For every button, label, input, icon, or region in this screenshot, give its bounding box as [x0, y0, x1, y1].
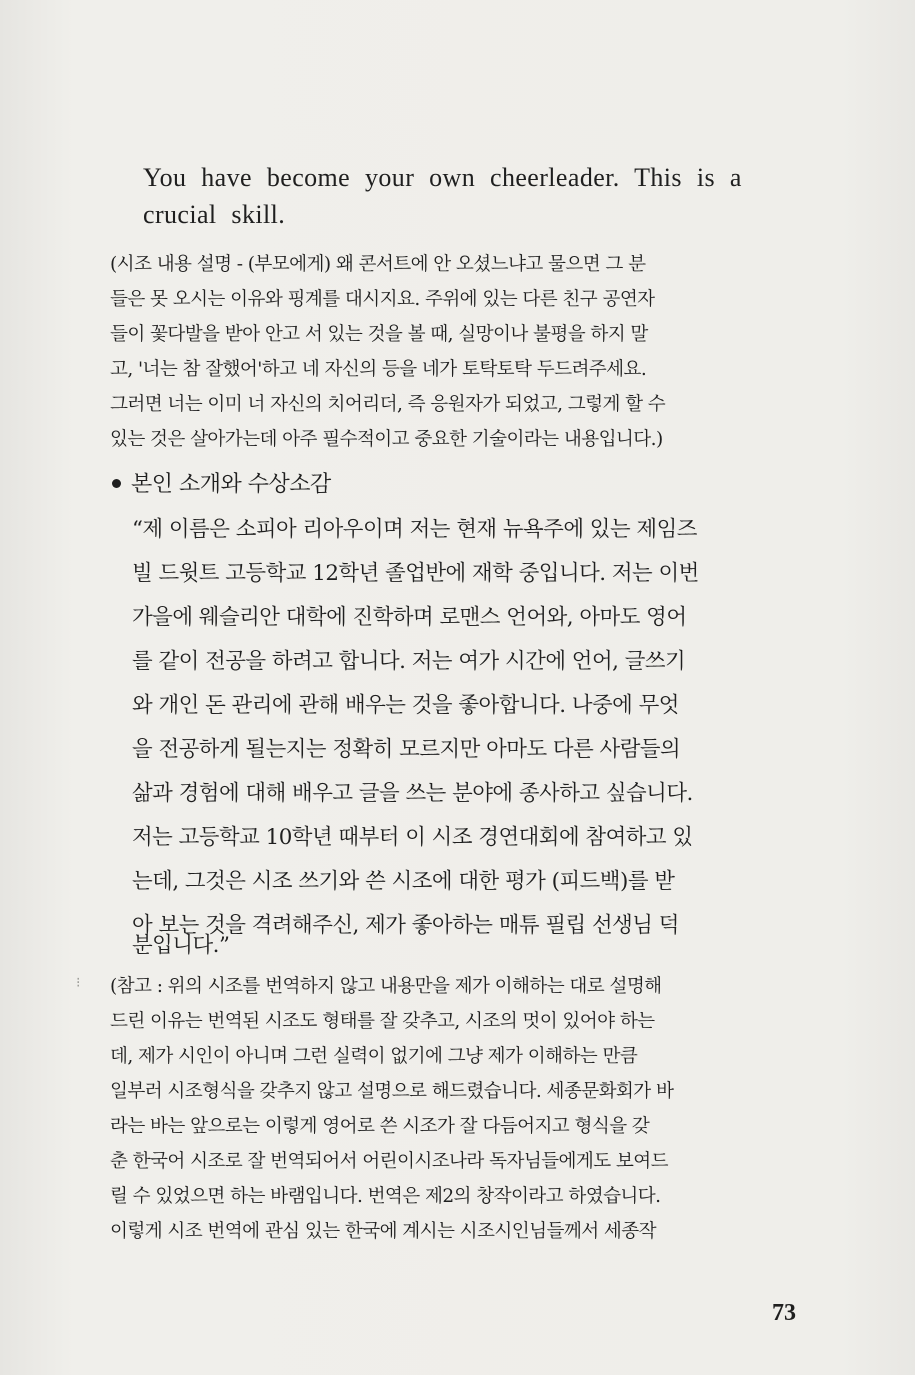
- introduction-line: 아 보는 것을 격려해주신, 제가 좋아하는 매튜 필립 선생님 덕: [132, 913, 679, 938]
- explanation-line: 고, '너는 참 잘했어'하고 네 자신의 등을 네가 토탁토탁 두드려주세요.: [110, 359, 647, 380]
- introduction-line: 는데, 그것은 시조 쓰기와 쓴 시조에 대한 평가 (피드백)를 받: [132, 869, 675, 894]
- introduction-line: 분입니다.”: [132, 933, 230, 958]
- reference-line: 라는 바는 앞으로는 이렇게 영어로 쓴 시조가 잘 다듬어지고 형식을 갖: [110, 1116, 650, 1137]
- introduction-line: 가을에 웨슬리안 대학에 진학하며 로맨스 언어와, 아마도 영어: [132, 605, 687, 630]
- reference-line: (참고 : 위의 시조를 번역하지 않고 내용만을 제가 이해하는 대로 설명해: [110, 976, 662, 997]
- reference-line: 이렇게 시조 번역에 관심 있는 한국에 계시는 시조시인님들께서 세종작: [110, 1221, 656, 1242]
- introduction-line: 삶과 경험에 대해 배우고 글을 쓰는 분야에 종사하고 싶습니다.: [132, 781, 693, 806]
- explanation-line: (시조 내용 설명 - (부모에게) 왜 콘서트에 안 오셨느냐고 물으면 그 분: [110, 254, 646, 275]
- section-heading: [112, 467, 331, 498]
- introduction-line: 와 개인 돈 관리에 관해 배우는 것을 좋아합니다. 나중에 무엇: [132, 693, 679, 718]
- reference-line: 릴 수 있었으면 하는 바램입니다. 번역은 제2의 창작이라고 하였습니다.: [110, 1186, 661, 1207]
- reference-line: 일부러 시조형식을 갖추지 않고 설명으로 해드렸습니다. 세종문화회가 바: [110, 1081, 674, 1102]
- reference-line: 드린 이유는 번역된 시조도 형태를 잘 갖추고, 시조의 멋이 있어야 하는: [110, 1011, 655, 1032]
- introduction-line: “제 이름은 소피아 리아우이며 저는 현재 뉴욕주에 있는 제임즈: [132, 517, 697, 542]
- english-quote-line: crucial skill.: [143, 200, 286, 229]
- explanation-line: 그러면 너는 이미 너 자신의 치어리더, 즉 응원자가 되었고, 그렇게 할 수: [110, 394, 666, 415]
- section-heading-text: 본인 소개와 수상소감: [131, 472, 331, 497]
- explanation-line: 들이 꽃다발을 받아 안고 서 있는 것을 볼 때, 실망이나 불평을 하지 말: [110, 324, 648, 345]
- page-number: 73: [772, 1300, 796, 1326]
- introduction-line: 을 전공하게 될는지는 정확히 모르지만 아마도 다른 사람들의: [132, 737, 681, 762]
- explanation-line: 들은 못 오시는 이유와 핑계를 대시지요. 주위에 있는 다른 친구 공연자: [110, 289, 655, 310]
- introduction-line: 저는 고등학교 10학년 때부터 이 시조 경연대회에 참여하고 있: [132, 825, 693, 850]
- bullet-icon: [112, 479, 121, 488]
- margin-mark: ⁝: [76, 975, 81, 991]
- reference-line: 춘 한국어 시조로 잘 번역되어서 어린이시조나라 독자님들에게도 보여드: [110, 1151, 669, 1172]
- explanation-line: 있는 것은 살아가는데 아주 필수적이고 중요한 기술이라는 내용입니다.): [110, 429, 663, 450]
- reference-line: 데, 제가 시인이 아니며 그런 실력이 없기에 그냥 제가 이해하는 만큼: [110, 1046, 638, 1067]
- introduction-line: 를 같이 전공을 하려고 합니다. 저는 여가 시간에 언어, 글쓰기: [132, 649, 686, 674]
- introduction-line: 빌 드윗트 고등학교 12학년 졸업반에 재학 중입니다. 저는 이번: [132, 561, 699, 586]
- english-quote-line: You have become your own cheerleader. This is a: [143, 163, 742, 192]
